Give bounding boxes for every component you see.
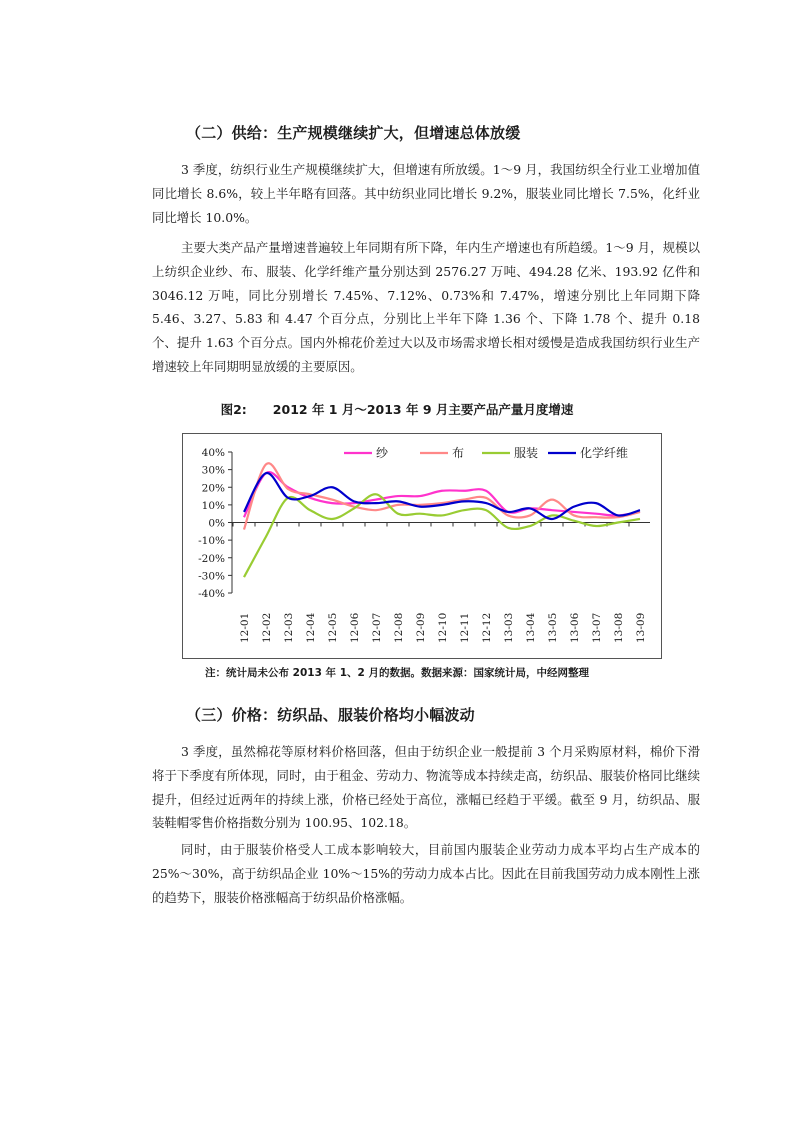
paragraph-labor-cost: 同时，由于服装价格受人工成本影响较大，目前国内服装企业劳动力成本平均占生产成本的 25%～30%，高于纺织品企业 10%～15%的劳动力成本占比。因此在目前我国劳动力成本刚性上涨的趋势下，服装价格涨幅高于纺织品价格涨幅。: [152, 842, 700, 905]
figure-title: [0, 400, 794, 418]
legend-label: 服装: [514, 446, 539, 460]
legend-label: 纱: [376, 446, 389, 460]
chart-svg: [182, 433, 662, 659]
figure-caption: 2012 年 1 月～2013 年 9 月主要产品产量月度增速: [272, 402, 574, 417]
y-tick-label: -10%: [198, 535, 225, 548]
y-tick-label: 10%: [201, 499, 225, 512]
paragraph-product-output: 主要大类产品产量增速普遍较上年同期有所下降，年内生产增速也有所趋缓。1～9 月，规模以上纺织企业纱、布、服装、化学纤维产量分别达到 2576.27 万吨、494.28 亿米、193.92 亿件和 3046.12 万吨，同比分别增长 7.45%、7.12%、0.73%和 7.47%，增速分别比上年同期下降 5.46、3.27、5.83 和 4.47 个百分点，分别比上半年下降 1.36 个、下降 1.78 个、提升 0.18 个、提升 1.63 个百分点。国内外棉花价差过大以及市场需求增长相对缓慢是造成我国纺织行业生产增速较上年同期明显放缓的主要原因。: [152, 240, 700, 374]
x-tick-label: 13-04: [525, 612, 537, 643]
y-tick-label: 40%: [201, 447, 225, 459]
x-tick-label: 12-09: [415, 612, 427, 643]
figure-note: 注：统计局未公布 2013 年 1、2 月的数据。数据来源：国家统计局，中经网整理: [205, 667, 589, 679]
x-tick-label: 12-07: [371, 612, 383, 643]
x-tick-label: 13-08: [613, 612, 625, 643]
line-chart: [182, 433, 662, 659]
x-tick-label: 12-11: [459, 612, 471, 643]
x-tick-label: 13-07: [591, 612, 603, 643]
y-tick-label: 30%: [201, 464, 225, 477]
x-tick-label: 12-08: [393, 612, 405, 643]
y-tick-label: -20%: [198, 552, 225, 565]
legend-label: 化学纤维: [580, 446, 629, 460]
x-tick-label: 13-03: [503, 612, 515, 643]
x-tick-label: 12-04: [305, 612, 317, 643]
x-tick-label: 12-02: [261, 612, 273, 643]
x-tick-label: 12-05: [327, 612, 339, 643]
y-tick-label: 0%: [208, 517, 225, 530]
x-tick-label: 12-03: [283, 612, 295, 643]
x-tick-label: 12-12: [481, 612, 493, 643]
paragraph-price-overview: 3 季度，虽然棉花等原材料价格回落，但由于纺织企业一般提前 3 个月采购原材料，棉价下滑将于下季度有所体现，同时，由于租金、劳动力、物流等成本持续走高，纺织品、服装价格同比继续提升，但经过近两年的持续上涨，价格已经处于高位，涨幅已经趋于平缓。截至 9 月，纺织品、服装鞋帽零售价格指数分别为 100.95、102.18。: [152, 744, 700, 831]
y-tick-label: -40%: [198, 588, 225, 600]
legend-label: 布: [452, 446, 465, 460]
paragraph-supply-overview: 3 季度，纺织行业生产规模继续扩大，但增速有所放缓。1～9 月，我国纺织全行业工业增加值同比增长 8.6%，较上半年略有回落。其中纺织业同比增长 9.2%，服装业同比增长 7.5%，化纤业同比增长 10.0%。: [152, 162, 700, 225]
section-heading-price: （三）价格：纺织品、服装价格均小幅波动: [186, 706, 475, 724]
y-tick-label: -30%: [198, 570, 225, 583]
figure-label: 图2:: [220, 402, 247, 417]
section-heading-supply: （二）供给：生产规模继续扩大，但增速总体放缓: [186, 124, 521, 142]
x-tick-label: 13-05: [547, 612, 559, 643]
x-tick-label: 12-01: [239, 612, 251, 643]
y-tick-label: 20%: [201, 482, 225, 495]
x-tick-label: 12-10: [437, 612, 449, 643]
x-tick-label: 12-06: [349, 612, 361, 643]
x-tick-label: 13-06: [569, 612, 581, 643]
x-tick-label: 13-09: [635, 612, 647, 643]
